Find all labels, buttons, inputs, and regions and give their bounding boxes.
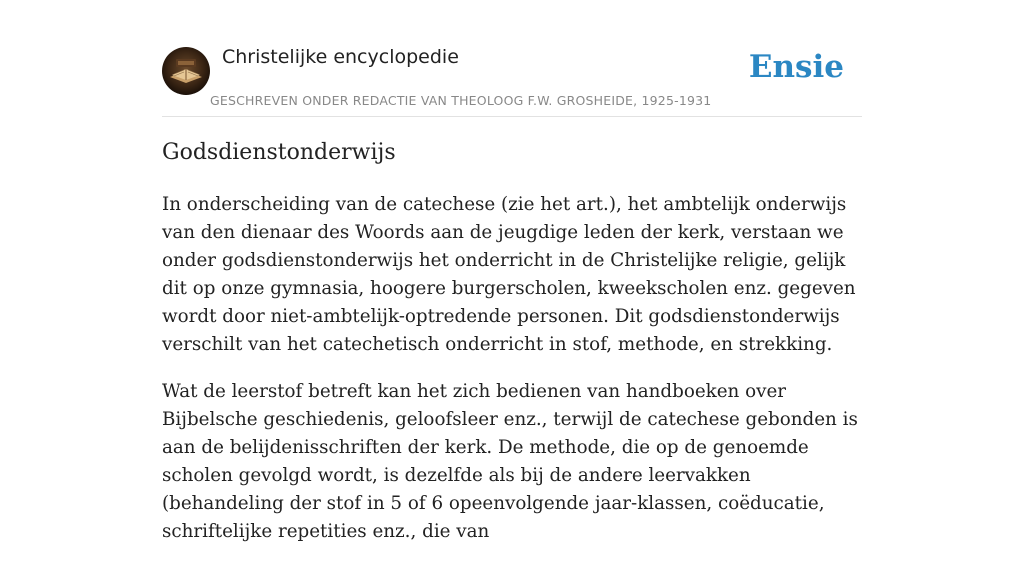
site-header (162, 44, 862, 117)
article-paragraph: Wat de leerstof betreft kan het zich bedienen van handboeken over Bijbelsche geschiedenis, geloofsleer enz., terwijl de catechese gebonden is aan de belijdenisschriften der kerk. De methode, die op de genoemde scholen gevolgd wordt, is dezelfde als bij de andere leervakken (behandeling der stof in 5 of 6 opeenvolgende jaar-klassen, coëducatie, schriftelijke repetities enz., die van (162, 380, 858, 542)
site-title[interactable]: Christelijke encyclopedie (222, 46, 459, 68)
article-title: Godsdienstonderwijs (162, 140, 396, 165)
brand-logo[interactable]: Ensie (748, 49, 844, 85)
article-paragraph: In onderscheiding van de catechese (zie het art.), het ambtelijk onderwijs van den dienaar des Woords aan de jeugdige leden der kerk, verstaan we onder godsdienstonderwijs het onderricht in de Christelijke religie, gelijk dit op onze gymnasia, hoogere burgerscholen, kweekscholen enz. gegeven wordt door niet-ambtelijk-optredende personen. Dit godsdienstonderwijs verschilt van het catechetisch onderricht in stof, methode, en strekking. (162, 193, 856, 355)
book-image-icon (162, 47, 210, 95)
article (162, 138, 862, 565)
site-avatar[interactable] (162, 47, 210, 95)
site-tagline: GESCHREVEN ONDER REDACTIE VAN THEOLOOG F.W. GROSHEIDE, 1925-1931 (210, 93, 712, 108)
